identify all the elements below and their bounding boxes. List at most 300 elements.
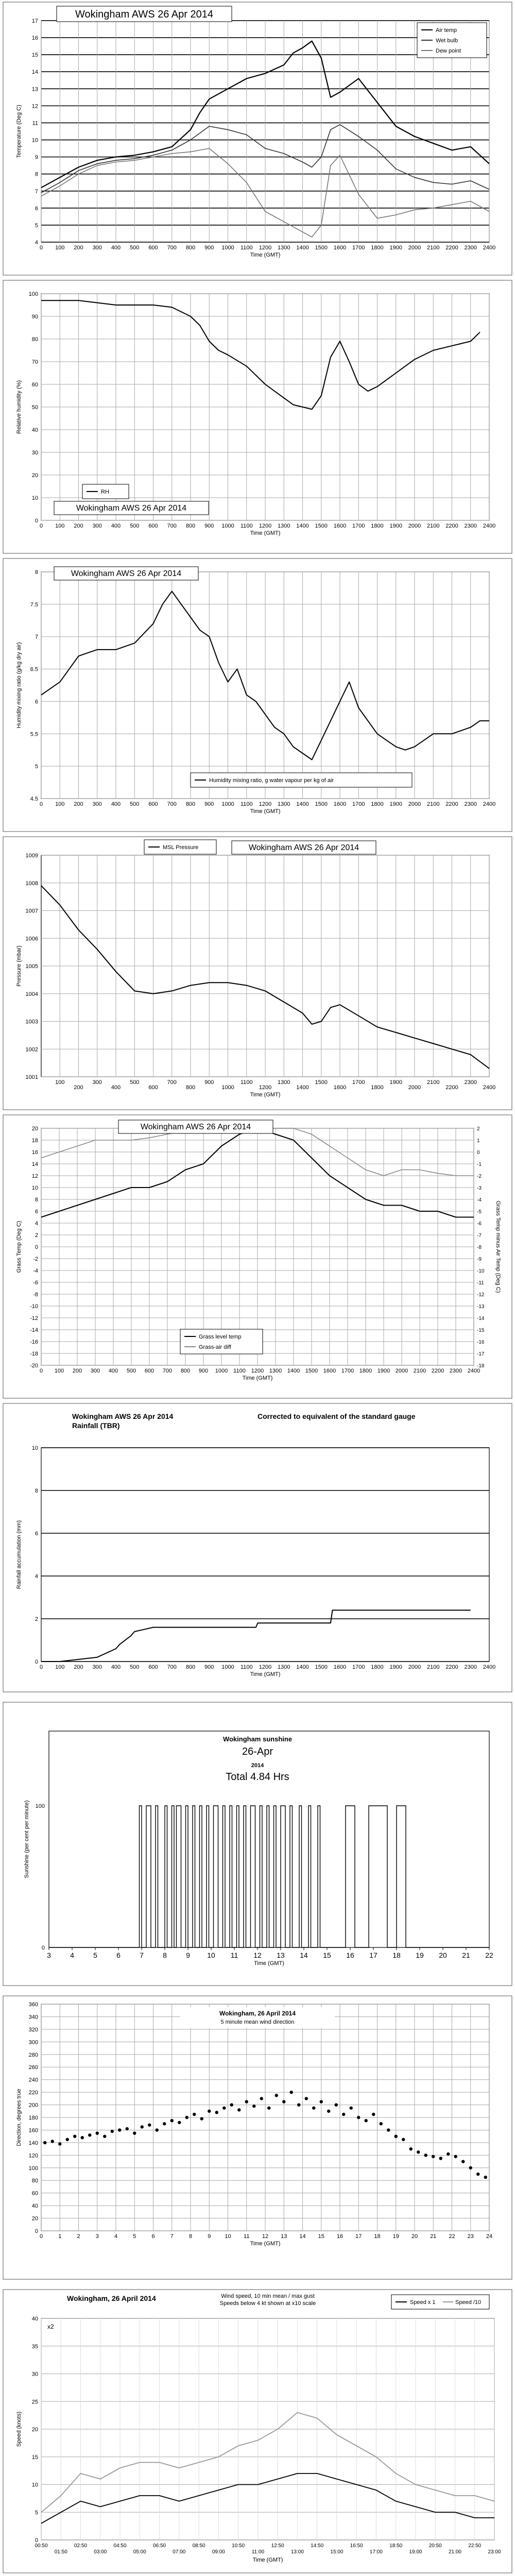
x-tick-label: 1000 xyxy=(221,523,234,529)
y-tick-label: 18 xyxy=(31,1138,38,1144)
x-axis-label: Time (GMT) xyxy=(250,1092,281,1098)
x-tick-label: 3 xyxy=(47,1951,51,1959)
x-tick-label: 2400 xyxy=(483,523,496,529)
y-tick-label: -2 xyxy=(33,1256,38,1262)
y-tick-label: 10 xyxy=(31,1185,38,1191)
x-axis-label: Time (GMT) xyxy=(252,2557,283,2563)
x-tick-label: 1700 xyxy=(352,1664,365,1670)
direction-point xyxy=(215,2111,218,2114)
x-tick-label: 22:50 xyxy=(468,2543,482,2549)
y-tick-label: 50 xyxy=(31,404,38,411)
y2-tick-label: -5 xyxy=(477,1209,482,1215)
x-tick-label: 700 xyxy=(167,1079,177,1086)
y-tick-label: 1009 xyxy=(25,853,38,859)
legend-label: Humidity mixing ratio, g water vapour per kg of air xyxy=(209,777,334,784)
y-tick-label: 6 xyxy=(35,1531,38,1537)
x-tick-label: 900 xyxy=(204,801,214,807)
y-tick-label: -14 xyxy=(30,1327,38,1333)
y-tick-label: 7 xyxy=(35,188,38,195)
direction-point xyxy=(222,2106,226,2109)
x-tick-label: 2200 xyxy=(445,245,458,251)
x-tick-label: 7 xyxy=(140,1951,144,1959)
x-tick-label: 8 xyxy=(163,1951,167,1959)
y-tick-label: 320 xyxy=(28,2026,38,2033)
x-tick-label: 2 xyxy=(77,2233,80,2240)
x-tick-label: 1000 xyxy=(221,801,234,807)
chart-year: 2014 xyxy=(251,1762,264,1769)
x-tick-label: 1600 xyxy=(333,245,347,251)
x-tick-label: 2400 xyxy=(483,801,496,807)
direction-point xyxy=(282,2100,285,2103)
y-tick-label: 6 xyxy=(35,699,38,705)
x-tick-label: 2100 xyxy=(427,523,440,529)
rainfall-chart xyxy=(0,1401,515,1695)
direction-point xyxy=(178,2121,181,2124)
y-tick-label: 60 xyxy=(31,382,38,388)
y2-tick-label: -17 xyxy=(477,1351,485,1357)
x-tick-label: 1500 xyxy=(315,1079,328,1086)
y-tick-label: 1006 xyxy=(25,936,38,942)
x-tick-label: 400 xyxy=(111,245,121,251)
y-tick-label: 10 xyxy=(31,1445,38,1451)
direction-point xyxy=(170,2119,174,2122)
y-tick-label: -8 xyxy=(33,1292,38,1298)
y-tick-label: 1004 xyxy=(25,991,38,997)
x-tick-label: 400 xyxy=(111,801,121,807)
x-tick-label: 11:00 xyxy=(251,2549,265,2555)
x-tick-label: 19 xyxy=(392,2233,399,2240)
x-tick-label: 1400 xyxy=(296,1664,309,1670)
x-tick-label: 900 xyxy=(204,245,214,251)
y-tick-label: 70 xyxy=(31,359,38,365)
x-tick-label: 2200 xyxy=(445,1664,458,1670)
x-tick-label: 2400 xyxy=(483,245,496,251)
x-tick-label: 19:00 xyxy=(409,2549,422,2555)
y2-tick-label: -6 xyxy=(477,1221,482,1227)
x-tick-label: 1700 xyxy=(352,801,365,807)
y-tick-label: 14 xyxy=(31,69,38,76)
x-tick-label: 1400 xyxy=(296,801,309,807)
x-tick-label: 1200 xyxy=(259,801,272,807)
chart-title: Wokingham AWS 26 Apr 2014 xyxy=(75,9,213,20)
x-tick-label: 1100 xyxy=(240,801,253,807)
x-axis-label: Time (GMT) xyxy=(250,808,281,815)
y2-tick-label: 1 xyxy=(477,1138,480,1144)
x-tick-label: 0 xyxy=(39,245,43,251)
chart-subtitle: 5 minute mean wind direction xyxy=(220,2019,295,2025)
direction-point xyxy=(461,2160,465,2163)
x-tick-label: 500 xyxy=(130,245,140,251)
direction-point xyxy=(141,2125,144,2128)
x-tick-label: 600 xyxy=(144,1368,154,1374)
y-tick-label: 8 xyxy=(35,1488,38,1494)
y-tick-label: 35 xyxy=(31,2343,38,2350)
y-tick-label: 220 xyxy=(28,2090,38,2096)
x-tick-label: 2000 xyxy=(408,801,421,807)
chart-title: Wokingham AWS 26 Apr 2014 xyxy=(71,569,182,578)
y-tick-label: -4 xyxy=(33,1268,38,1274)
x-tick-label: 1100 xyxy=(233,1368,246,1374)
x-tick-label: 600 xyxy=(148,245,158,251)
x-tick-label: 13 xyxy=(281,2233,287,2240)
x-tick-label: 2000 xyxy=(408,523,421,529)
x-tick-label: 18:50 xyxy=(389,2543,403,2549)
y2-tick-label: -14 xyxy=(477,1316,485,1321)
sunshine-chart xyxy=(0,1700,515,1989)
pressure-chart xyxy=(0,835,515,1113)
chart-total: Total 4.84 Hrs xyxy=(226,1771,289,1783)
x-tick-label: 1600 xyxy=(333,523,347,529)
x-tick-label: 12:50 xyxy=(271,2543,284,2549)
x-tick-label: 200 xyxy=(74,1084,83,1091)
x-tick-label: 0 xyxy=(39,1664,43,1670)
top-left-label: x2 xyxy=(47,2323,54,2330)
y-tick-label: 2 xyxy=(35,1616,38,1622)
mixing-ratio-chart xyxy=(0,556,515,835)
y-tick-label: 1008 xyxy=(25,880,38,887)
direction-point xyxy=(43,2141,46,2144)
direction-point xyxy=(297,2103,300,2106)
x-tick-label: 22 xyxy=(449,2233,455,2240)
x-tick-label: 12 xyxy=(253,1951,262,1959)
chart-annotation: Corrected to equivalent of the standard gauge xyxy=(258,1412,416,1420)
x-tick-label: 15 xyxy=(318,2233,324,2240)
x-tick-label: 2300 xyxy=(464,1664,477,1670)
x-tick-label: 0 xyxy=(39,1368,43,1374)
y-tick-label: -6 xyxy=(33,1280,38,1286)
legend-label: Wet bulb xyxy=(436,38,458,44)
y-tick-label: 90 xyxy=(31,314,38,320)
x-tick-label: 14 xyxy=(300,1951,308,1959)
x-tick-label: 100 xyxy=(55,801,65,807)
x-tick-label: 1200 xyxy=(259,1664,272,1670)
y-tick-label: 0 xyxy=(35,1659,38,1665)
x-tick-label: 1200 xyxy=(259,1084,272,1091)
y-tick-label: 12 xyxy=(31,1173,38,1179)
y-tick-label: 1003 xyxy=(25,1019,38,1025)
y2-axis-label: Grass Temp minus Air Temp (Deg C) xyxy=(495,1200,501,1293)
y-axis-label: Pressure (mbar) xyxy=(16,945,22,987)
x-tick-label: 1100 xyxy=(240,1079,253,1086)
y-tick-label: 160 xyxy=(28,2127,38,2134)
rainfall-panel xyxy=(0,1401,515,1695)
x-tick-label: 2200 xyxy=(445,523,458,529)
direction-point xyxy=(424,2154,427,2157)
x-tick-label: 7 xyxy=(170,2233,174,2240)
x-tick-label: 2300 xyxy=(464,1079,477,1086)
y-tick-label: 100 xyxy=(35,1803,45,1809)
x-tick-label: 2200 xyxy=(431,1368,444,1374)
x-tick-label: 1400 xyxy=(296,523,309,529)
x-tick-label: 14 xyxy=(299,2233,306,2240)
x-tick-label: 1800 xyxy=(371,801,384,807)
x-tick-label: 300 xyxy=(92,1079,102,1086)
x-tick-label: 500 xyxy=(130,1664,140,1670)
y-tick-label: 0 xyxy=(35,1244,38,1250)
x-tick-label: 300 xyxy=(92,1664,102,1670)
x-tick-label: 1300 xyxy=(278,1079,290,1086)
x-tick-label: 1500 xyxy=(315,1664,328,1670)
x-tick-label: 1200 xyxy=(259,245,272,251)
x-tick-label: 23 xyxy=(467,2233,474,2240)
chart-title: Wokingham AWS 26 Apr 2014 xyxy=(140,1123,251,1131)
x-tick-label: 2100 xyxy=(427,1664,440,1670)
grass-temp-chart xyxy=(0,1113,515,1401)
y-tick-label: 120 xyxy=(28,2153,38,2159)
chart-title: Wokingham, 26 April 2014 xyxy=(67,2294,156,2302)
y-tick-label: 140 xyxy=(28,2140,38,2146)
x-tick-label: 9 xyxy=(208,2233,211,2240)
direction-point xyxy=(148,2123,151,2126)
x-tick-label: 1300 xyxy=(278,1664,290,1670)
y-tick-label: 180 xyxy=(28,2115,38,2121)
y2-tick-label: 0 xyxy=(477,1150,480,1156)
y-tick-label: 1007 xyxy=(25,908,38,914)
y-tick-label: 20 xyxy=(31,2215,38,2222)
y-tick-label: 5 xyxy=(35,222,38,229)
x-tick-label: 1900 xyxy=(377,1368,390,1374)
x-tick-label: 03:00 xyxy=(94,2549,107,2555)
direction-point xyxy=(357,2116,360,2119)
y-tick-label: 16 xyxy=(31,35,38,42)
x-tick-label: 2000 xyxy=(408,1084,421,1091)
direction-point xyxy=(81,2136,84,2139)
chart-subtitle: Rainfall (TBR) xyxy=(72,1421,120,1430)
x-tick-label: 2100 xyxy=(427,1079,440,1086)
direction-point xyxy=(365,2119,368,2122)
x-tick-label: 1800 xyxy=(371,523,384,529)
y-tick-label: 30 xyxy=(31,450,38,456)
x-tick-label: 1100 xyxy=(240,1664,253,1670)
x-tick-label: 400 xyxy=(111,1084,121,1091)
direction-point xyxy=(432,2155,435,2158)
x-tick-label: 20 xyxy=(439,1951,447,1959)
x-tick-label: 2000 xyxy=(408,1664,421,1670)
y2-tick-label: -7 xyxy=(477,1233,482,1239)
y-tick-label: -20 xyxy=(30,1363,38,1369)
x-tick-label: 2400 xyxy=(483,1084,496,1091)
y-axis-label: Relative humidity (%) xyxy=(16,380,22,434)
direction-point xyxy=(327,2110,330,2113)
x-tick-label: 600 xyxy=(148,1084,158,1091)
chart-subtitle: Wind speed, 10 min mean / max gust xyxy=(221,2293,315,2299)
mixing-ratio-panel xyxy=(0,556,515,835)
chart-title: Wokingham AWS 26 Apr 2014 xyxy=(72,1412,174,1420)
y-tick-label: 14 xyxy=(31,1161,38,1167)
x-tick-label: 1900 xyxy=(389,523,402,529)
x-tick-label: 11 xyxy=(244,2233,250,2240)
x-tick-label: 2300 xyxy=(449,1368,462,1374)
x-tick-label: 1100 xyxy=(240,245,253,251)
x-tick-label: 4 xyxy=(114,2233,118,2240)
x-axis-label: Time (GMT) xyxy=(250,1671,281,1677)
x-tick-label: 1600 xyxy=(323,1368,336,1374)
x-tick-label: 700 xyxy=(162,1368,173,1374)
x-tick-label: 1800 xyxy=(359,1368,372,1374)
y-tick-label: 11 xyxy=(32,120,38,127)
x-tick-label: 2400 xyxy=(483,1664,496,1670)
x-tick-label: 1400 xyxy=(296,1084,309,1091)
y2-tick-label: -4 xyxy=(477,1197,482,1203)
x-tick-label: 2300 xyxy=(464,245,477,251)
y-tick-label: 240 xyxy=(28,2077,38,2083)
y-axis-label: Temperature (Deg C) xyxy=(16,105,22,158)
direction-point xyxy=(439,2157,442,2160)
x-axis-label: Time (GMT) xyxy=(242,1375,273,1381)
y2-tick-label: -12 xyxy=(477,1292,485,1298)
direction-point xyxy=(335,2103,338,2106)
x-tick-label: 17 xyxy=(369,1951,377,1959)
x-tick-label: 14:50 xyxy=(311,2543,324,2549)
direction-point xyxy=(409,2147,413,2150)
legend-label: Grass-air diff xyxy=(199,1344,231,1350)
direction-point xyxy=(275,2094,278,2097)
wind-direction-chart xyxy=(0,1994,515,2282)
direction-point xyxy=(237,2108,241,2111)
direction-point xyxy=(260,2097,263,2100)
x-tick-label: 300 xyxy=(92,523,102,529)
x-tick-label: 900 xyxy=(198,1368,209,1374)
x-tick-label: 300 xyxy=(92,245,102,251)
y-tick-label: 15 xyxy=(31,2454,38,2461)
x-tick-label: 700 xyxy=(167,245,177,251)
y-tick-label: 40 xyxy=(31,2203,38,2210)
y2-tick-label: -1 xyxy=(477,1162,482,1167)
x-tick-label: 23:00 xyxy=(488,2549,501,2555)
x-tick-label: 3 xyxy=(95,2233,99,2240)
direction-point xyxy=(342,2113,345,2116)
y2-tick-label: -15 xyxy=(477,1328,485,1333)
direction-point xyxy=(51,2140,54,2143)
x-tick-label: 16:50 xyxy=(350,2543,363,2549)
direction-point xyxy=(118,2128,121,2131)
y-tick-label: 0 xyxy=(41,1945,45,1951)
x-tick-label: 00:50 xyxy=(35,2543,48,2549)
direction-point xyxy=(88,2133,91,2137)
x-tick-label: 800 xyxy=(185,1084,196,1091)
chart-title: Wokingham sunshine xyxy=(222,1735,293,1743)
x-tick-label: 08:50 xyxy=(192,2543,205,2549)
x-tick-label: 900 xyxy=(204,523,214,529)
x-tick-label: 1300 xyxy=(269,1368,282,1374)
x-tick-label: 500 xyxy=(130,801,140,807)
x-tick-label: 1900 xyxy=(389,245,402,251)
y2-tick-label: -9 xyxy=(477,1257,482,1262)
x-tick-label: 800 xyxy=(180,1368,191,1374)
direction-point xyxy=(476,2173,479,2176)
x-tick-label: 21:00 xyxy=(448,2549,461,2555)
x-axis-label: Time (GMT) xyxy=(250,2241,281,2247)
x-tick-label: 10 xyxy=(207,1951,215,1959)
x-tick-label: 2300 xyxy=(464,801,477,807)
y-tick-label: 5 xyxy=(35,764,38,770)
x-tick-label: 300 xyxy=(90,1368,100,1374)
x-tick-label: 700 xyxy=(167,801,177,807)
x-tick-label: 1100 xyxy=(240,523,253,529)
x-tick-label: 500 xyxy=(130,523,140,529)
x-tick-label: 0 xyxy=(39,801,43,807)
x-tick-label: 0 xyxy=(39,2233,43,2240)
x-tick-label: 24 xyxy=(486,2233,493,2240)
y-tick-label: 280 xyxy=(28,2052,38,2058)
x-tick-label: 400 xyxy=(108,1368,118,1374)
x-tick-label: 18 xyxy=(392,1951,401,1959)
direction-point xyxy=(58,2142,61,2145)
direction-point xyxy=(133,2131,136,2134)
x-tick-label: 17 xyxy=(355,2233,362,2240)
x-tick-label: 500 xyxy=(130,1079,140,1086)
x-tick-label: 07:00 xyxy=(173,2549,186,2555)
x-tick-label: 900 xyxy=(204,1079,214,1086)
x-tick-label: 1900 xyxy=(389,1664,402,1670)
x-tick-label: 2000 xyxy=(408,245,421,251)
x-tick-label: 200 xyxy=(74,245,83,251)
x-tick-label: 400 xyxy=(111,1664,121,1670)
x-tick-label: 200 xyxy=(74,801,83,807)
wind-speed-panel xyxy=(0,2287,515,2576)
x-tick-label: 4 xyxy=(70,1951,74,1959)
x-tick-label: 16 xyxy=(346,1951,354,1959)
x-tick-label: 2100 xyxy=(413,1368,426,1374)
y-tick-label: 8 xyxy=(35,569,38,575)
x-tick-label: 1700 xyxy=(352,1079,365,1086)
y-tick-label: 6 xyxy=(35,205,38,212)
y-tick-label: 200 xyxy=(28,2102,38,2109)
y-tick-label: -10 xyxy=(30,1303,38,1310)
y-tick-label: 4 xyxy=(35,1221,38,1227)
y-tick-label: 10 xyxy=(31,495,38,501)
x-tick-label: 2300 xyxy=(464,523,477,529)
y-axis-label: Rainfall accumulation (mm) xyxy=(16,1520,22,1589)
y-tick-label: 13 xyxy=(31,86,38,93)
y-tick-label: 100 xyxy=(28,2165,38,2172)
x-tick-label: 100 xyxy=(55,1079,65,1086)
wind-speed-chart xyxy=(0,2287,515,2576)
y-tick-label: 260 xyxy=(28,2064,38,2071)
x-tick-label: 02:50 xyxy=(74,2543,88,2549)
direction-point xyxy=(454,2155,457,2158)
direction-point xyxy=(245,2100,248,2103)
sunshine-panel xyxy=(0,1700,515,1989)
y-tick-label: 80 xyxy=(31,2178,38,2184)
direction-point xyxy=(320,2100,323,2103)
y-tick-label: 4 xyxy=(35,240,38,246)
x-tick-label: 21 xyxy=(430,2233,437,2240)
x-tick-label: 5 xyxy=(133,2233,136,2240)
y-tick-label: 40 xyxy=(31,2316,38,2322)
x-tick-label: 900 xyxy=(204,1664,214,1670)
x-tick-label: 1300 xyxy=(278,523,290,529)
x-tick-label: 700 xyxy=(167,523,177,529)
direction-point xyxy=(387,2128,390,2131)
y2-tick-label: -11 xyxy=(477,1280,484,1286)
x-tick-label: 1400 xyxy=(287,1368,300,1374)
x-tick-label: 100 xyxy=(54,1368,64,1374)
y-tick-label: 10 xyxy=(31,137,38,144)
x-tick-label: 13:00 xyxy=(290,2549,304,2555)
x-tick-label: 6 xyxy=(151,2233,155,2240)
x-tick-label: 2000 xyxy=(395,1368,408,1374)
x-tick-label: 09:00 xyxy=(212,2549,225,2555)
y2-tick-label: -3 xyxy=(477,1185,482,1191)
x-tick-label: 18 xyxy=(374,2233,381,2240)
y-tick-label: -18 xyxy=(30,1351,38,1357)
legend-label: Air temp xyxy=(436,27,457,33)
y-tick-label: 300 xyxy=(28,2039,38,2046)
x-tick-label: 300 xyxy=(92,801,102,807)
y-tick-label: 20 xyxy=(31,2427,38,2433)
y-axis-label: Humidity mixing ratio (g/kg dry air) xyxy=(16,642,22,728)
